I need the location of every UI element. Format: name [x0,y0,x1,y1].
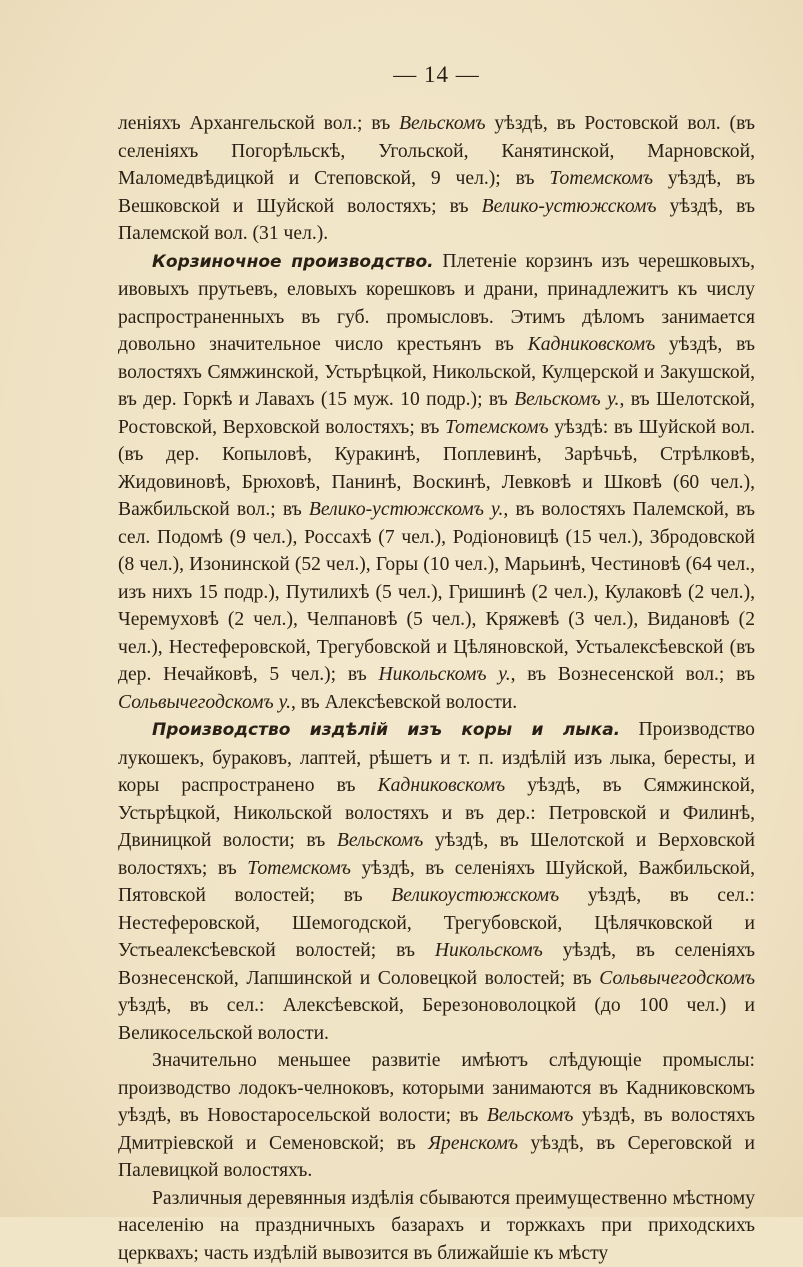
text-run: уѣздѣ, въ сел.: Нестеферовской, Шемогодской, Трегубовской, Цѣлячковской и Устьеалексѣевской волостей; въ [118,885,755,961]
paragraph-sales [118,1185,755,1267]
text-run: Значительно меньшее развитіе имѣютъ слѣдующіе промыслы: производство лодокъ-челноковъ, которыми занимаются въ Кадниковскомъ уѣздѣ, въ Новостаросельской волости; въ [118,1050,755,1126]
district-name: Велико-устюжскомъ [482,196,657,217]
text-run: , въ Вознесенской вол.; въ [511,664,755,685]
text-run: уѣздѣ, въ волостяхъ Сямжинской, Устьрѣцкой, Никольской, Кулцерской и Закушской, въ дер. Горкѣ и Лавахъ (15 муж. 10 подр.); въ [118,334,755,410]
text-run: леніяхъ Архангельской вол.; въ [118,113,399,134]
district-name: Кадниковскомъ [378,775,506,796]
section-heading: Корзиночное производство. [152,252,434,272]
district-name: Кадниковскомъ [528,334,656,355]
district-name: Вельскомъ [399,113,485,134]
text-run: , въ Алексѣевской волости. [291,692,517,713]
text-run: уѣздѣ, въ волостяхъ Дмитріевской и Семеновской; въ [118,1105,755,1154]
text-run: уѣздѣ, въ селеніяхъ Шуйской, Важбильской, Пятовской волостей; въ [118,858,755,907]
text-run: уѣздѣ, въ Вешковской и Шуйской волостяхъ; въ [118,168,755,217]
text-run: Плетеніе корзинъ изъ черешковыхъ, ивовыхъ прутьевъ, еловыхъ корешковъ и драни, принадлежитъ къ числу распространенныхъ въ губ. промысловъ. Этимъ дѣломъ занимается довольно значительное число крестьянъ въ [118,251,755,356]
text-run: , въ волостяхъ Палемской, въ сел. Подомѣ (9 чел.), Россахѣ (7 чел.), Родіоновицѣ (15 чел.), Збродовской (8 чел.), Изонинской (52 чел.), Горы (10 чел.), Марьинѣ, Честиновѣ (64 чел., изъ нихъ 15 подр.), Путилихѣ (5 чел.), Гришинѣ (2 чел.), Кулаковѣ (2 чел.), Черемуховѣ (2 чел.), Челпановѣ (5 чел.), Кряжевѣ (3 чел.), Видановѣ (2 чел.), Нестеферовской, Трегубовской и Цѣляновской, Устьалексѣевской (въ дер. Нечайковѣ, 5 чел.); въ [118,499,755,685]
text-run: уѣздѣ, въ Ростовской вол. (въ селеніяхъ Погорѣльскѣ, Угольской, Канятинской, Марновской, Маломедвѣдицкой и Степовской, 9 чел.); въ [118,113,755,189]
district-name: Сольвычегодскомъ [599,968,755,989]
text-run: уѣздѣ: въ Шуйской вол. (въ дер. Копыловѣ, Куракинѣ, Поплевинѣ, Зарѣчьѣ, Стрѣлковѣ, Жидовиновѣ, Брюховѣ, Панинѣ, Воскинѣ, Левковѣ и Шковѣ (60 чел.), Важбильской вол.; въ [118,417,755,521]
page-text [118,110,755,1267]
district-name: Вельскомъ [487,1105,573,1126]
text-run: , въ Шелотской, Ростовской, Верховской волостяхъ; въ [118,389,755,438]
paragraph-basket-making [118,248,755,717]
district-name: Вельскомъ [337,830,423,851]
text-run: Производство лукошекъ, бураковъ, лаптей, рѣшетъ и т. п. издѣлій изъ лыка, бересты, и коры распространено въ [118,719,755,796]
text-run: уѣздѣ, въ Палемской вол. (31 чел.). [118,196,755,245]
section-heading: Производство издѣлій изъ коры и лыка. [152,720,620,740]
district-name: Тотемскомъ [445,417,549,438]
paragraph-minor-crafts [118,1047,755,1185]
district-name: Сольвычегодскомъ у. [118,692,291,713]
paragraph-bark-and-bast [118,716,755,1047]
district-name: Великоустюжскомъ [391,885,559,906]
district-name: Тотемскомъ [247,858,351,879]
page-number: — 14 — [118,62,755,88]
district-name: Вельскомъ у. [514,389,619,410]
text-run: Различныя деревянныя издѣлія сбываются преимущественно мѣстному населенію на праздничныхъ базарахъ и торжкахъ при приходскихъ церквахъ; часть издѣлій вывозится въ ближайшіе къ мѣсту [118,1188,755,1264]
paragraph-1 [118,110,755,248]
district-name: Никольскомъ [435,940,543,961]
text-run: уѣздѣ, въ Шелотской и Верховской волостяхъ; въ [118,830,755,879]
text-run: уѣздѣ, въ селеніяхъ Вознесенской, Лапшинской и Соловецкой волостей; въ [118,940,755,989]
district-name: Тотемскомъ [549,168,653,189]
district-name: Велико-устюжскомъ у. [309,499,503,520]
text-run: уѣздѣ, въ Сямжинской, Устьрѣцкой, Никольской волостяхъ и въ дер.: Петровской и Филинѣ, Двиницкой волости; въ [118,775,755,851]
district-name: Никольскомъ у. [379,664,511,685]
text-run: уѣздѣ, въ Сереговской и Палевицкой волостяхъ. [118,1133,755,1182]
text-run: уѣздѣ, въ сел.: Алексѣевской, Березоноволоцкой (до 100 чел.) и Великосельской волости. [118,995,755,1044]
district-name: Яренскомъ [428,1133,518,1154]
